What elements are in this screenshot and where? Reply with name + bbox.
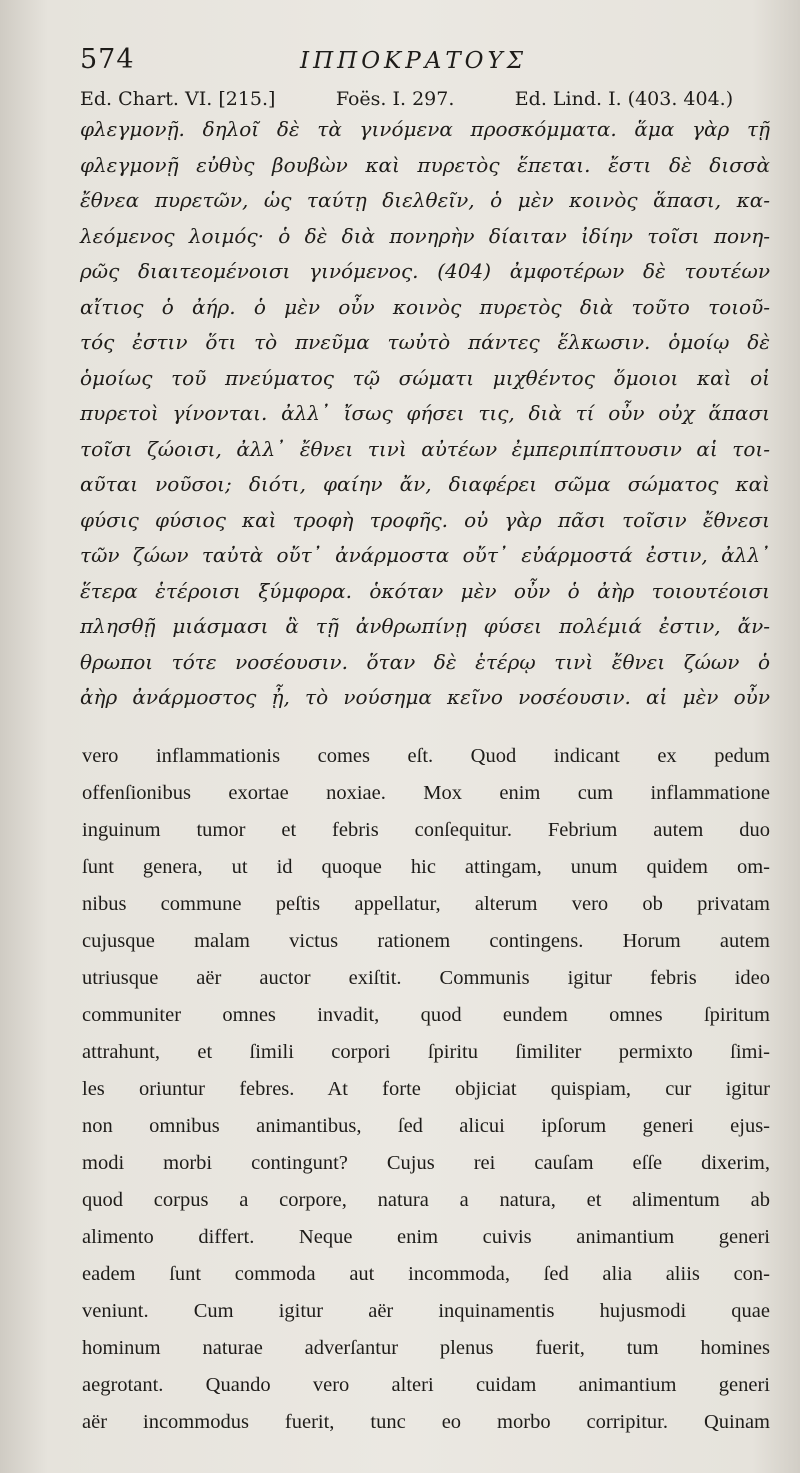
greek-text-line: ἕτερα ἑτέροισι ξύμφορα. ὁκόταν μὲν οὖν ὁ ἀὴρ τοιουτέοισι	[80, 578, 770, 603]
greek-text-line: τοῖσι ζώοισι, ἀλλ᾽ ἔθνει τινὶ αὐτέων ἐμπεριπίπτουσιν αἱ τοι-	[80, 436, 770, 461]
latin-text-line: attrahunt, et ſimili corpori ſpiritu ſimiliter permixto ſimi-	[82, 1041, 770, 1063]
greek-text-line: ρῶς διαιτεομένοισι γινόμενος. (404) ἀμφοτέρων δὲ τουτέων	[80, 259, 770, 283]
latin-text-line: modi morbi contingunt? Cujus rei cauſam eſſe dixerim,	[82, 1152, 770, 1174]
greek-text-line: θρωποι τότε νοσέουσιν. ὅταν δὲ ἑτέρῳ τινὶ ἔθνει ζώων ὁ	[80, 649, 770, 674]
greek-text-line: πλησθῇ μιάσμασι ἃ τῇ ἀνθρωπίνῃ φύσει πολέμιά ἐστιν, ἄν-	[80, 614, 770, 638]
greek-text-line: τός ἐστιν ὅτι τὸ πνεῦμα τωὐτὸ πάντες ἕλκωσιν. ὁμοίῳ δὲ	[80, 330, 770, 354]
latin-text-line: utriusque aër auctor exiſtit. Communis igitur febris ideo	[82, 967, 770, 989]
latin-text-line: hominum naturae adverſantur plenus fuerit, tum homines	[82, 1337, 770, 1359]
latin-text-line: ſunt genera, ut id quoque hic attingam, unum quidem om-	[82, 856, 770, 878]
latin-text-line: veniunt. Cum igitur aër inquinamentis hujusmodi quae	[82, 1300, 770, 1322]
latin-text-line: les oriuntur febres. At forte objiciat quispiam, cur igitur	[82, 1078, 770, 1100]
latin-text-line: communiter omnes invadit, quod eundem omnes ſpiritum	[82, 1004, 770, 1026]
greek-text-line: φλεγμονῇ. δηλοῖ δὲ τὰ γινόμενα προσκόμματα. ἅμα γὰρ τῇ	[80, 117, 770, 141]
latin-text-line: inguinum tumor et febris conſequitur. Febrium autem duo	[82, 819, 770, 841]
latin-text-line: aër incommodus fuerit, tunc eo morbo corripitur. Quinam	[82, 1411, 770, 1433]
greek-text-line: ὁμοίως τοῦ πνεύματος τῷ σώματι μιχθέντος ὅμοιοι καὶ οἱ	[80, 365, 770, 390]
page-header	[80, 44, 770, 84]
page-number: 574	[80, 44, 135, 75]
running-title: ΙΠΠΟΚΡΑΤΟΥΣ	[300, 48, 527, 74]
latin-text-line: nibus commune peſtis appellatur, alterum vero ob privatam	[82, 893, 770, 915]
greek-text-line: τῶν ζώων ταὐτὰ οὔτ᾽ ἀνάρμοστα οὔτ᾽ εὐάρμοστά ἐστιν, ἀλλ᾽	[80, 543, 770, 567]
latin-text-line: cujusque malam victus rationem contingens. Horum autem	[82, 930, 770, 952]
latin-text-line: eadem ſunt commoda aut incommoda, ſed alia aliis con-	[82, 1263, 770, 1285]
greek-text-line: αῦται νοῦσοι; διότι, φαίην ἄν, διαφέρει σῶμα σώματος καὶ	[80, 472, 770, 496]
latin-text-line: quod corpus a corpore, natura a natura, et alimentum ab	[82, 1189, 770, 1211]
greek-text-line: φλεγμονῇ εὐθὺς βουβὼν καὶ πυρετὸς ἕπεται. ἔστι δὲ δισσὰ	[80, 152, 770, 177]
latin-text-line: offenſionibus exortae noxiae. Mox enim cum inflammatione	[82, 782, 770, 804]
edition-reference-line: Ed. Chart. VI. [215.] Foës. I. 297. Ed. Lind. I. (403. 404.)	[80, 88, 734, 110]
greek-text-line: ἀὴρ ἀνάρμοστος ᾖ, τὸ νούσημα κεῖνο νοσέουσιν. αἱ μὲν οὖν	[80, 685, 770, 709]
greek-text-line: ἔθνεα πυρετῶν, ὡς ταύτῃ διελθεῖν, ὁ μὲν κοινὸς ἅπασι, κα-	[80, 188, 770, 212]
greek-text-block	[80, 112, 770, 716]
greek-text-line: φύσις φύσιος καὶ τροφὴ τροφῆς. οὐ γὰρ πᾶσι τοῖσιν ἔθνεσι	[80, 507, 770, 532]
latin-text-block	[82, 738, 770, 1441]
greek-text-line: πυρετοὶ γίνονται. ἀλλ᾽ ἴσως φήσει τις, διὰ τί οὖν οὐχ ἅπασι	[80, 401, 770, 425]
greek-text-line: λεόμενος λοιμός· ὁ δὲ διὰ πονηρὴν δίαιταν ἰδίην τοῖσι πονη-	[80, 223, 770, 248]
greek-text-line: αἴτιος ὁ ἀήρ. ὁ μὲν οὖν κοινὸς πυρετὸς διὰ τοῦτο τοιοῦ-	[80, 294, 770, 319]
latin-text-line: vero inflammationis comes eſt. Quod indicant ex pedum	[82, 745, 770, 767]
latin-text-line: non omnibus animantibus, ſed alicui ipſorum generi ejus-	[82, 1115, 770, 1137]
latin-text-line: alimento differt. Neque enim cuivis animantium generi	[82, 1226, 770, 1248]
latin-text-line: aegrotant. Quando vero alteri cuidam animantium generi	[82, 1374, 770, 1396]
